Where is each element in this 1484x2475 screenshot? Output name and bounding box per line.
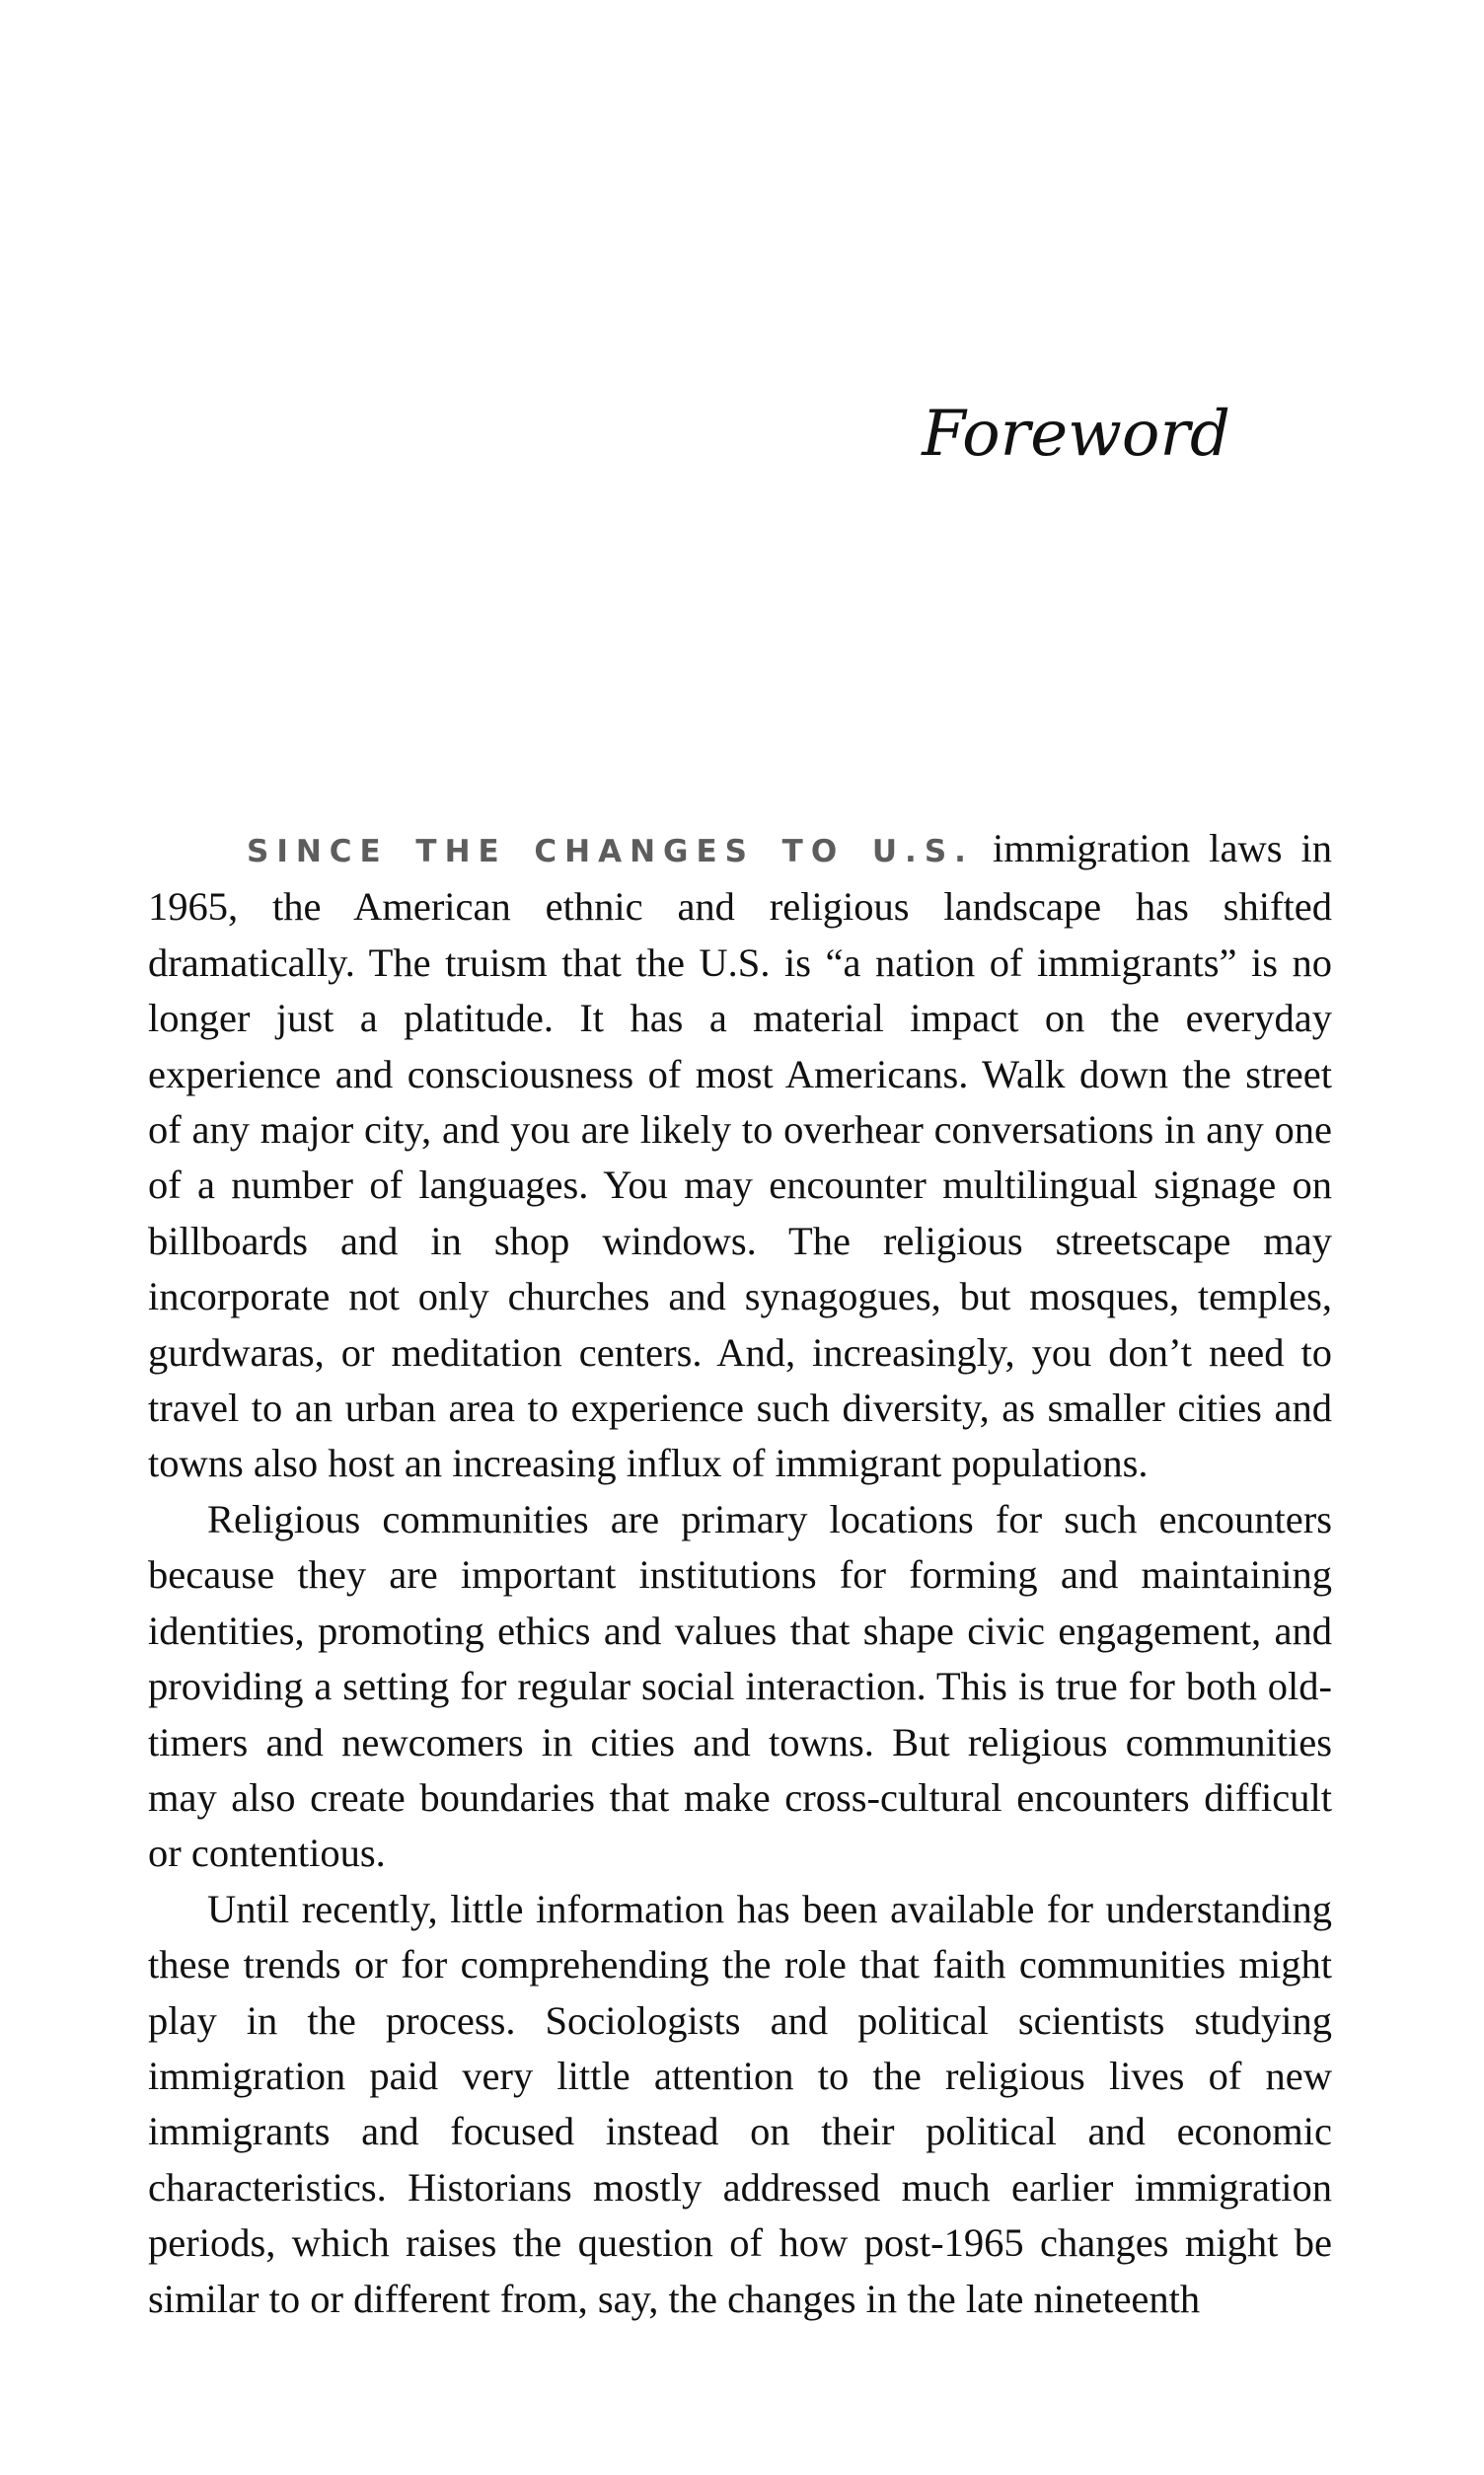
paragraph-3: Until recently, little information has been available for understanding these trends or for comprehending the role that faith communities might play in the process. Sociologists and political scientists studying immigration paid very little attention to the religious lives of new immigrants and focused instead on their political and economic characteristics. Historians mostly addressed much earlier immigration periods, which raises the question of how post-1965 changes might be similar to or different from, say, the changes in the late nineteenth [148,1886,1332,2321]
body-text [148,821,1332,2327]
lead-in-small-caps: SINCE THE CHANGES TO U.S. [247,834,974,869]
chapter-title: Foreword [922,398,1230,471]
paragraph-1-text: immigration laws in 1965, the American ethnic and religious landscape has shifted dramatically. The truism that the U.S. is “a nation of immigrants” is no longer just a platitude. It has a material impact on the everyday experience and consciousness of most Americans. Walk down the street of any major city, and you are likely to overhear conversations in any one of a number of languages. You may encounter multilingual signage on billboards and in shop windows. The religious streetscape may incorporate not only churches and synagogues, but mosques, temples, gurdwaras, or meditation centers. And, increasingly, you don’t need to travel to an urban area to experience such diversity, as smaller cities and towns also host an increasing influx of immigrant populations. [148,826,1332,1486]
paragraph-1 [148,821,1332,1492]
paragraph-2: Religious communities are primary locations for such encounters because they are important institutions for forming and maintaining identities, promoting ethics and values that shape civic engagement, and providing a setting for regular social interaction. This is true for both old-timers and newcomers in cities and towns. But religious communities may also create boundaries that make cross-cultural encounters difficult or contentious. [148,1496,1332,1876]
